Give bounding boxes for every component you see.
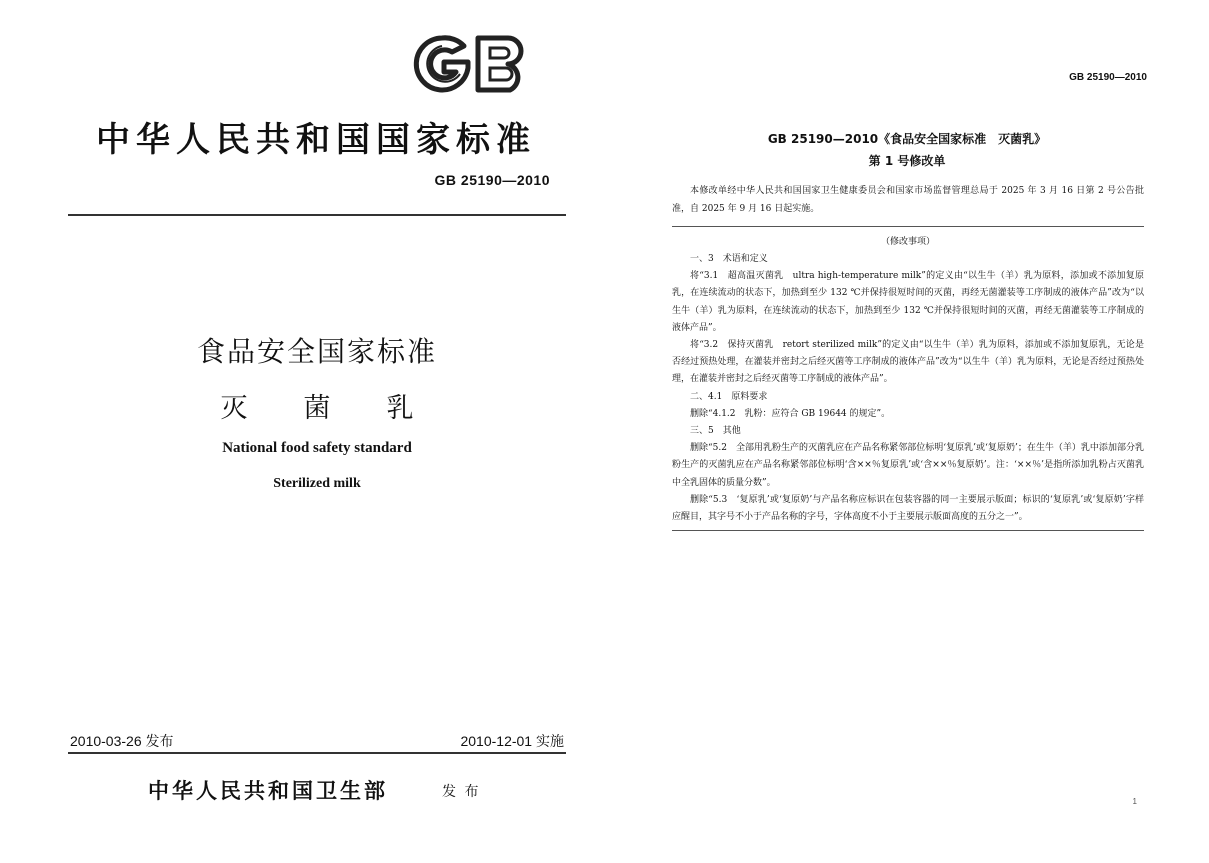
amendment-subtitle: 第 1 号修改单	[868, 154, 946, 168]
running-header-code: GB 25190—2010	[1069, 72, 1147, 83]
sub-title-char: 灭	[220, 393, 248, 424]
issue-date: 2010-03-26 发布	[70, 733, 174, 749]
item-heading: 三、5 其他	[690, 426, 741, 437]
amendment-intro: 本修改单经中华人民共和国国家卫生健康委员会和国家市场监督管理总局于 2025 年 3 月 16 日第 2 号公告批准，自 2025 年 9 月 16 日起实施。	[672, 186, 1144, 214]
item-paragraph: 删除“5.3 ‘复原乳’或‘复原奶’与产品名称应标识在包装容器的同一主要展示版面；标识的‘复原乳’或‘复原奶’字样应醒目，其字号不小于产品名称的字号，字体高度不小于主要展示版面高度的五分之一”。	[672, 494, 1144, 523]
standard-sub-title	[68, 386, 566, 425]
item-heading: 一、3 术语和定义	[690, 254, 768, 264]
page-number: 1	[1132, 797, 1137, 806]
amendment-title: GB 25190—2010《食品安全国家标准 灭菌乳》	[767, 132, 1047, 146]
publisher: 中华人民共和国卫生部	[148, 778, 388, 803]
english-subtitle: Sterilized milk	[273, 476, 361, 491]
sub-title-char: 乳	[386, 393, 414, 424]
standard-main-title: 食品安全国家标准	[196, 335, 437, 368]
gb-logo-icon	[412, 34, 532, 94]
item-paragraph: 将“3.2 保持灭菌乳 retort sterilized milk”的定义由“以生牛（羊）乳为原料，添加或不添加复原乳，无论是否经过预热处理，在灌装并密封之后经灭菌等工序制成的液体产品”改为“以生牛（羊）乳为原料，无论是否经过预热处理，在灌装并密封之后经灭菌等工序制成的液体产品”。	[672, 340, 1144, 385]
item-paragraph: 删除“4.1.2 乳粉：应符合 GB 19644 的规定”。	[690, 408, 891, 419]
publisher-suffix: 发 布	[442, 784, 481, 800]
amendment-body	[672, 251, 1144, 526]
body-end-divider	[672, 530, 1144, 531]
implement-date: 2010-12-01 实施	[460, 733, 564, 749]
item-paragraph: 将“3.1 超高温灭菌乳 ultra high-temperature milk”的定义由“以生牛（羊）乳为原料，添加或不添加复原乳，在连续流动的状态下，加热到至少 132 ℃并保持很短时间的灭菌，再经无菌灌装等工序制成的液体产品”改为“以生牛（羊）乳为原料，在连续流动的状态下，加热到至少 132 ℃并保持很短时间的灭菌，再经无菌灌装等工序制成的液体产品”。	[672, 271, 1144, 333]
top-divider	[68, 214, 566, 216]
bottom-divider	[68, 752, 566, 754]
sub-title-char: 菌	[303, 393, 331, 424]
standard-code: GB 25190—2010	[434, 172, 550, 188]
intro-divider	[672, 226, 1144, 227]
national-standard-title: 中华人民共和国国家标准	[96, 120, 536, 160]
modification-items-heading: （修改事项）	[880, 237, 935, 247]
amendment-page	[620, 0, 1209, 863]
item-heading: 二、4.1 原料要求	[690, 391, 768, 402]
english-title: National food safety standard	[222, 440, 412, 456]
item-paragraph: 删除“5.2 全部用乳粉生产的灭菌乳应在产品名称紧邻部位标明‘复原乳’或‘复原奶’；在生牛（羊）乳中添加部分乳粉生产的灭菌乳应在产品名称紧邻部位标明‘含××％复原乳’或‘含××％复原奶’。注：‘××％’是指所添加乳粉占灭菌乳中全乳固体的质量分数”。	[672, 443, 1144, 488]
